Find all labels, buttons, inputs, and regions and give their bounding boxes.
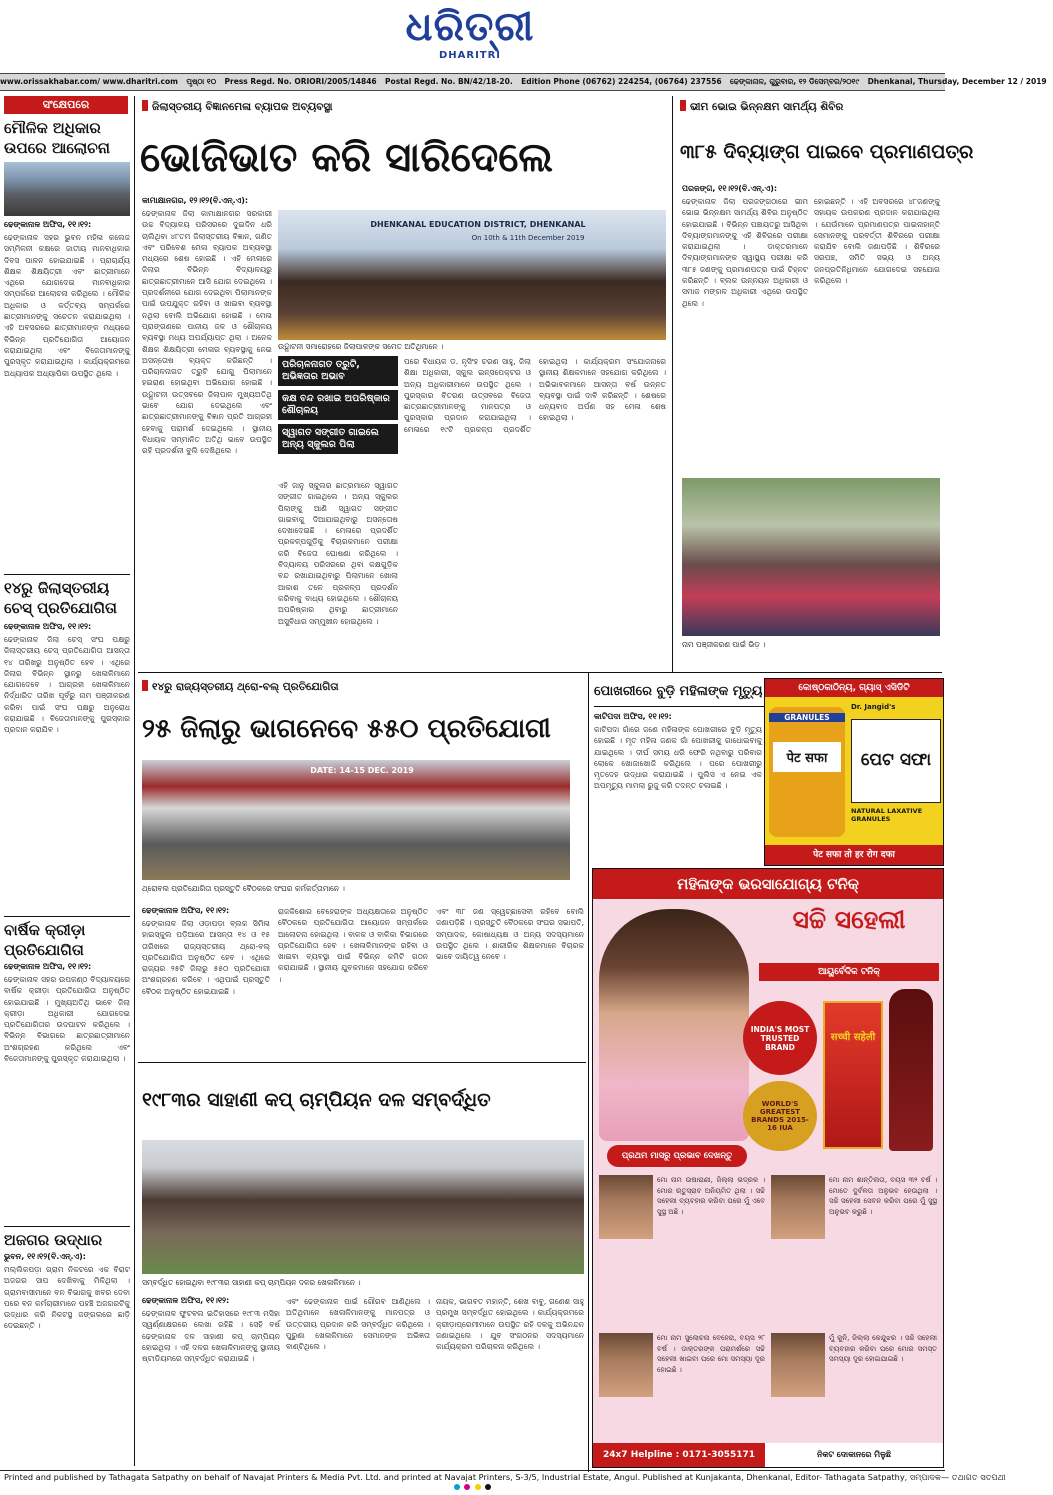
ad-brand-odia: ପେଟ ସଫା <box>851 719 941 803</box>
sidebar-story1-body: ଢେଙ୍କାନାଳ ସହର ଭୁବନ ମହିଳା କଲେଜ ସମ୍ମିଳନୀ କକ୍ଷରେ ଜାତୀୟ ମାନବାଧିକାର ଦିବସ ପାଳନ ହୋଇଯାଇଛି । ପ୍ରାଚାର୍ଯ୍ୟ ଶିକ୍ଷକ ଶିକ୍ଷୟିତ୍ରୀ ଏବଂ ଛାତ୍ରୀମାନେ ଏଥିରେ ଯୋଗଦେଇ ମାନବାଧିକାର ସମ୍ପର୍କରେ ଆଲୋଚନା କରିଥିଲେ । ମୌଳିକ ଅଧିକାର ଓ କର୍ତ୍ତବ୍ୟ ସମ୍ପର୍କରେ ଛାତ୍ରୀମାନଙ୍କୁ ସଚେତନ କରାଯାଇଥିଲା । ଏହି ଅବସରରେ ଛାତ୍ରୀମାନଙ୍କ ମଧ୍ୟରେ ବିଭିନ୍ନ ପ୍ରତିଯୋଗିତା ଆୟୋଜନ କରାଯାଇଥିଲା ଏବଂ ବିଜେତାମାନଙ୍କୁ ପୁରସ୍କୃତ କରାଯାଇଥିଲା । କାର୍ଯ୍ୟକ୍ରମରେ ଅଧ୍ୟାପକ ଅଧ୍ୟାପିକା ଉପସ୍ଥିତ ଥିଲେ । <box>4 233 130 378</box>
throwball-photo <box>142 760 570 880</box>
ad-sub: NATURAL LAXATIVE GRANULES <box>851 807 923 823</box>
bullet-3: ସ୍ୱାଗତ ସଙ୍ଗୀତ ଗାଇଲେ ଅନ୍ୟ ସ୍କୁଲର ପିଲା <box>278 424 398 454</box>
right-body-right: ହୋଇଛନ୍ତି । ଏହି ଅବସରରେ ୪୮ଜଣଙ୍କୁ ସହାୟକ ଉପକରଣ ପ୍ରଦାନ କରାଯାଇଥିଲା । ଯେଉଁମାନେ ପ୍ରମାଣପତ୍ର ପାଇନାହାନ୍ତି ସେମାନଙ୍କୁ ପରବର୍ତ୍ତୀ ଶିବିରରେ ପରୀକ୍ଷା କରାଯିବ ବୋଲି ଜଣାପଡ଼ିଛି । ଶିବିରରେ ସରପଞ୍ଚ, ସମିତି ସଭ୍ୟ ଓ ଅନ୍ୟ ଜନପ୍ରତିନିଧିମାନେ ଯୋଗଦେଇ ସହଯୋଗ କରିଥିଲେ । <box>814 197 940 286</box>
petsafa-ad[interactable] <box>764 678 944 866</box>
right-byline: ପରଜଙ୍ଗ, ୧୧।୧୨(ବି.ଏନ୍.ଏ): <box>682 184 778 193</box>
right-headline: ୩୮୫ ଦିବ୍ୟାଙ୍ଗ ପାଇବେ ପ୍ରମାଣପତ୍ର <box>680 141 974 163</box>
testimonial-1: ମୋ ନାମ ଉଷାରାଣୀ, ଜିଲ୍ଲା ଭଦ୍ରକ । ମୋର ଋତୁସ୍ରାବ ଅନିୟମିତ ଥିଲା । ସଚ୍ଚି ସହେଲୀ ବ୍ୟବହାର କରିବା ପରେ ମୁଁ ଏବେ ସୁସ୍ଥ ଅଛି । <box>657 1176 765 1216</box>
sidebar-story4-byline: ଭୁବନ, ୧୧।୧୨(ବି.ଏନ୍.ଏ): <box>4 1252 86 1261</box>
right-photo <box>682 478 940 636</box>
testimonial-photo-1 <box>599 1175 653 1239</box>
ad-top-banner: ମହିଳାଙ୍କ ଭରସାଯୋଗ୍ୟ ଟନିକ୍ <box>593 869 943 899</box>
right-body-left: ଢେଙ୍କାନାଳ ଜିଲା ପରଜଙ୍ଗଠାରେ ଭୀମ ଭୋଇ ଭିନ୍ନକ୍ଷମ ସାମର୍ଥ୍ୟ ଶିବିର ଅନୁଷ୍ଠିତ ହୋଇଯାଇଛି । ବିଭିନ୍ନ ପଞ୍ଚାୟତରୁ ଆସିଥିବା ଦିବ୍ୟାଙ୍ଗମାନଙ୍କୁ ଏହି ଶିବିରରେ ପରୀକ୍ଷା କରାଯାଇଥିଲା । ଡାକ୍ତରମାନେ ଦିବ୍ୟାଙ୍ଗମାନଙ୍କ ସ୍ୱାସ୍ଥ୍ୟ ପରୀକ୍ଷା କରି ୩୮୫ ଜଣଙ୍କୁ ପ୍ରମାଣପତ୍ର ପାଇଁ ଚିହ୍ନଟ କରିଛନ୍ତି । ବ୍ଲକ ଉନ୍ନୟନ ଅଧିକାରୀ ଓ ସମାଜ ମଙ୍ଗଳ ଅଧିକାରୀ ଏଥିରେ ଉପସ୍ଥିତ ଥିଲେ । <box>682 197 808 308</box>
ad-product-jar: GRANULES पेट सफा <box>769 707 845 837</box>
ad-dealer: ନିକଟ ଦୋକାନରେ ମିଳୁଛି <box>765 1443 943 1467</box>
death-byline: କାଟିପଦା ଅଫିସ, ୧୧।୧୨: <box>594 712 672 721</box>
magenta-dot-icon <box>464 1484 470 1490</box>
death-body: କାଟିପଦା ଗାଁରେ ଜଣେ ମହିଳାଙ୍କ ପୋଖରୀରେ ବୁଡ଼ି ମୃତ୍ୟୁ ହୋଇଛି । ମୃତ ମହିଳା ଜଣକ ଗାଁ ପୋଖରୀକୁ ଗାଧୋଇବାକୁ ଯାଇଥିଲେ । ଦୀର୍ଘ ସମୟ ଧରି ଫେରି ନଥିବାରୁ ପରିବାର ଲୋକେ ଖୋଜାଖୋଜି କରିଥିଲେ । ପରେ ପୋଖରୀରୁ ମୃତଦେହ ଉଦ୍ଧାର କରାଯାଇଛି । ପୁଲିସ ଏ ନେଇ ଏକ ଅପମୃତ୍ୟୁ ମାମଲା ରୁଜୁ କରି ତଦନ୍ତ ଚଳାଇଛି । <box>594 725 762 791</box>
website-text: www.orissakhabar.com/ www.dharitri.com <box>0 77 178 86</box>
sidebar-story3-headline: ବାର୍ଷିକ କ୍ରୀଡ଼ା ପ୍ରତିଯୋଗିତା <box>4 921 86 959</box>
cup-photo <box>142 1140 584 1274</box>
sidebar-story4-body: ମଲ୍ଲିକପଡ଼ା ଗ୍ରାମ ନିକଟରେ ଏକ ବିରାଟ ଅଜଗର ସାପ ଦେଖିବାକୁ ମିଳିଥିଲା । ଗ୍ରାମବାସୀମାନେ ବନ ବିଭାଗକୁ ଖବର ଦେବା ପରେ ବନ କର୍ମଚାରୀମାନେ ପହଞ୍ଚି ଅଜଗରଟିକୁ ଉଦ୍ଧାର କରି ନିକଟସ୍ଥ ଜଙ୍ଗଲରେ ଛାଡ଼ି ଦେଇଛନ୍ତି । <box>4 1265 130 1331</box>
horizontal-rule <box>138 1062 586 1063</box>
registration-marks <box>0 1483 945 1491</box>
right-kicker: ଭୀମ ଭୋଇ ଭିନ୍ନକ୍ଷମ ସାମର୍ଥ୍ୟ ଶିବିର <box>680 100 843 114</box>
cup-headline: ୧୯୮୩ର ସାହାଣୀ କପ୍ ଚାମ୍ପିୟନ ଦଳ ସମ୍ବର୍ଦ୍ଧିତ <box>142 1089 491 1111</box>
dateline-bar <box>0 73 1047 91</box>
cyan-dot-icon <box>454 1484 460 1490</box>
lead-photo <box>278 210 666 340</box>
date-english: Dhenkanal, Thursday, December 12 / 2019 <box>867 77 1047 86</box>
photo-banner: DHENKANAL EDUCATION DISTRICT, DHENKANAL <box>370 220 586 229</box>
trusted-badge: INDIA'S MOST TRUSTED BRAND <box>743 1001 817 1075</box>
story-divider <box>4 574 130 575</box>
press-regd: Press Regd. No. ORIORI/2005/14846 <box>224 77 377 86</box>
right-photo-caption: ନାମ ପଞ୍ଜୀକରଣ ପାଇଁ ଭିଡ଼ । <box>682 640 766 649</box>
throwball-caption: ଥ୍ରୋବଲ ପ୍ରତିଯୋଗିତା ପ୍ରସ୍ତୁତି ବୈଠକରେ ସଂଘର କର୍ମକର୍ତ୍ତାମାନେ । <box>142 884 345 893</box>
postal-regd: Postal Regd. No. BN/42/18-20. <box>385 77 513 86</box>
ad-tagline: କୋଷ୍ଠକାଠିନ୍ୟ, ଗ୍ୟାସ୍ ଏସିଡିଟି <box>765 679 943 697</box>
lead-bullets <box>278 356 398 454</box>
page-number: ପୃଷ୍ଠା ୧୦ <box>186 77 217 86</box>
throwball-body-left: ଢେଙ୍କାନାଳ ଜିଲା ଓଡ଼ାପଡ଼ା ବ୍ଲକ ସିମିଳା ହାଇସ୍କୁଲ ପଡ଼ିଆରେ ଆସନ୍ତା ୧୪ ଓ ୧୫ ତାରିଖରେ ରାଜ୍ୟସ୍ତରୀୟ ଥ୍ରୋ-ବଲ୍ ପ୍ରତିଯୋଗିତା ଅନୁଷ୍ଠିତ ହେବ । ଏଥିରେ ରାଜ୍ୟର ୨୫ଟି ଜିଲାରୁ ୫୫୦ ପ୍ରତିଯୋଗୀ ଅଂଶଗ୍ରହଣ କରିବେ । ଏଥିପାଇଁ ପ୍ରସ୍ତୁତି ବୈଠକ ଅନୁଷ୍ଠିତ ହୋଇଯାଇଛି । <box>142 919 270 996</box>
sidebar-story1-headline: ମୌଳିକ ଅଧିକାର ଉପରେ ଆଲୋଚନା <box>4 119 110 157</box>
yellow-dot-icon <box>475 1484 481 1490</box>
throwball-body-mid: ରାଜକିଶୋର ବେହେରାଙ୍କ ଅଧ୍ୟକ୍ଷତାରେ ଅନୁଷ୍ଠିତ ବୈଠକରେ ପ୍ରତିଯୋଗିତା ଆୟୋଜନ ସମ୍ପର୍କରେ ଆଲୋଚନା ହୋଇଥିଲା । ବାଳକ ଓ ବାଳିକା ବିଭାଗରେ ପ୍ରତିଯୋଗିତା ହେବ । ଖେଳାଳିମାନଙ୍କ ରହିବା ଓ ଖାଇବା ବ୍ୟବସ୍ଥା ପାଇଁ ବିଭିନ୍ନ କମିଟି ଗଠନ କରାଯାଇଛି । ସ୍ଥାନୀୟ ଯୁବକମାନେ ସହଯୋଗ କରିବେ । <box>278 907 428 984</box>
masthead <box>0 0 945 72</box>
throwball-headline: ୨୫ ଜିଲାରୁ ଭାଗନେବେ ୫୫୦ ପ୍ରତିଯୋଗୀ <box>142 714 551 744</box>
imprint-footer <box>0 1470 1006 1495</box>
testimonial-4: ମୁଁ କୁନି, ଜିଲ୍ଲା କେନ୍ଦୁଝର । ସଚ୍ଚି ସହେଲୀ ବ୍ୟବହାର କରିବା ପରେ ମୋର ସମସ୍ତ ସମସ୍ୟା ଦୂର ହୋଇଯାଇଛି । <box>829 1334 937 1363</box>
ad-ribbon: ପ୍ରଥମ ମାସରୁ ପ୍ରଭାବ ଦେଖନ୍ତୁ <box>607 1145 747 1167</box>
testimonial-photo-4 <box>771 1333 825 1397</box>
date-odia: ଢେଙ୍କାନାଳ, ଗୁରୁବାର, ୧୨ ଡିସେମ୍ବର/୨୦୧୯ <box>730 77 860 86</box>
saheli-ad[interactable] <box>592 868 944 1468</box>
edition-phone: Edition Phone (06762) 224254, (06764) 237556 <box>521 77 722 86</box>
award-badge: WORLD'S GREATEST BRANDS 2015-16 IUA <box>743 1081 817 1151</box>
testimonial-photo-3 <box>599 1333 653 1397</box>
ad-product-box: सच्ची सहेली <box>823 1001 883 1149</box>
column-divider <box>672 96 673 672</box>
bullet-1: ପରିଚାଳନାଗତ ତ୍ରୁଟି, ଅଭିଜ୍ଞତାର ଅଭାବ <box>278 356 398 386</box>
sidebar-story1-photo <box>4 162 130 216</box>
throwball-kicker: ୧୪ରୁ ରାଜ୍ୟସ୍ତରୀୟ ଥ୍ରୋ-ବଲ୍ ପ୍ରତିଯୋଗିତା <box>142 680 339 694</box>
section-label: ସଂକ୍ଷେପରେ <box>4 96 128 114</box>
ad-footer: पेट सफा तो हर रोग दफा <box>765 845 943 865</box>
sidebar-story2-body: ଢେଙ୍କାନାଳ ଜିଲା ଚେସ୍ ସଂଘ ପକ୍ଷରୁ ଜିଲାସ୍ତରୀୟ ଚେସ୍ ପ୍ରତିଯୋଗିତା ଆସନ୍ତା ୧୪ ତାରିଖରୁ ଅନୁଷ୍ଠିତ ହେବ । ଏଥିରେ ଜିଲାର ବିଭିନ୍ନ ସ୍ଥାନରୁ ଖେଳାଳିମାନେ ଯୋଗଦେବେ । ଆଗ୍ରହୀ ଖେଳାଳିମାନେ ନିର୍ଦ୍ଧାରିତ ତାରିଖ ପୂର୍ବରୁ ନାମ ପଞ୍ଜୀକରଣ କରିବା ପାଇଁ ସଂଘ ପକ୍ଷରୁ ଅନୁରୋଧ କରାଯାଇଛି । ବିଜେତାମାନଙ୍କୁ ପୁରସ୍କାର ପ୍ରଦାନ କରାଯିବ । <box>4 635 130 735</box>
column-divider <box>588 672 589 1472</box>
throwball-body-right: ଏବଂ ୩୮ ଜଣ ସ୍ୱେଚ୍ଛାସେବୀ ରହିବେ ବୋଲି ଜଣାପଡ଼ିଛି । ପ୍ରସ୍ତୁତି ବୈଠକରେ ସଂଘର ସଭାପତି, ସମ୍ପାଦକ, କୋଷାଧ୍ୟକ୍ଷ ଓ ଅନ୍ୟ ସଦସ୍ୟମାନେ ଉପସ୍ଥିତ ଥିଲେ । ଶାରୀରିକ ଶିକ୍ଷକମାନେ ବିଚାରକ ଭାବେ ଦାୟିତ୍ୱ ନେବେ । <box>436 907 584 962</box>
photo-date: On 10th & 11th December 2019 <box>471 234 585 242</box>
testimonial-2: ମୋ ନାମ ଶାନ୍ତିଲତା, ବୟସ ୩୨ ବର୍ଷ । ମୋତେ ଦୁର୍ବଳତା ଅନୁଭବ ହେଉଥିଲା । ସଚ୍ଚି ସହେଲୀ ସେବନ କରିବା ପରେ ମୁଁ ସୁସ୍ଥ ଅନୁଭବ କରୁଛି । <box>829 1176 937 1216</box>
testimonial-3: ମୋ ନାମ ସୁଲୋଚନା ବେହେରା, ବୟସ ୨୮ ବର୍ଷ । ଡାକ୍ତରଙ୍କ ପରାମର୍ଶରେ ସଚ୍ଚି ସହେଲୀ ଖାଇବା ପରେ ମୋ ସମସ୍ୟା ଦୂର ହୋଇଛି । <box>657 1334 765 1374</box>
cup-body-mid: ଏବଂ ଢେଙ୍କାନାଳ ପାଇଁ ଗୌରବ ଆଣିଥିଲେ । ଅତିଥିମାନେ ଖେଳାଳିମାନଙ୍କୁ ମାନପତ୍ର ଓ ଉତ୍ତରୀୟ ପ୍ରଦାନ କରି ସମ୍ବର୍ଦ୍ଧିତ କରିଥିଲେ । ପୁରୁଣା ଖେଳାଳିମାନେ ସେମାନଙ୍କ ଅଭିଜ୍ଞତା ବାଣ୍ଟିଥିଲେ । <box>286 1297 430 1352</box>
newspaper-logo[interactable] <box>380 4 560 60</box>
testimonial-photo-2 <box>771 1175 825 1239</box>
logo-subtext: DHARITRI <box>438 50 502 61</box>
ad-sub: ଆୟୁର୍ବେଦିକ ଟନିକ୍ <box>759 963 939 981</box>
bullet-2: କକ୍ଷ ବନ୍ଦ ରଖାଇ ଅପରିଷ୍କାର ଶୌଚାଳୟ <box>278 390 398 420</box>
logo-text: ଧରିତ୍ରୀ <box>405 3 535 50</box>
ad-helpline[interactable]: 24x7 Helpline : 0171-3055171 <box>593 1443 765 1467</box>
lead-body-left: ଢେଙ୍କାନାଳ ଜିଲା କାମାକ୍ଷାନଗର ସରକାରୀ ଉଚ୍ଚ ବିଦ୍ୟାଳୟ ପରିସରରେ ଦୁଇଦିନ ଧରି ଚାଲିଥିବା ୪୮ତମ ଜିଲାସ୍ତରୀୟ ବିଜ୍ଞାନ, ଗଣିତ ଏବଂ ପରିବେଶ ମେଳା ବ୍ୟାପକ ଅବ୍ୟବସ୍ଥା ମଧ୍ୟରେ ଶେଷ ହୋଇଛି । ଏହି ମେଳାରେ ଜିଲାର ବିଭିନ୍ନ ବିଦ୍ୟାଳୟରୁ ଛାତ୍ରଛାତ୍ରୀମାନେ ଆସି ଯୋଗ ଦେଇଥିଲେ । ପ୍ରଦର୍ଶନୀରେ ଯୋଗ ଦେଇଥିବା ପିଲାମାନଙ୍କ ପାଇଁ ଉପଯୁକ୍ତ ରହିବା ଓ ଖାଇବା ବ୍ୟବସ୍ଥା ନଥିଲା ବୋଲି ଅଭିଯୋଗ ହୋଇଛି । ମେଳା ପ୍ରାଙ୍ଗଣରେ ପାନୀୟ ଜଳ ଓ ଶୌଚାଳୟ ବ୍ୟବସ୍ଥା ମଧ୍ୟ ଅପର୍ଯ୍ୟାପ୍ତ ଥିଲା । ଅନେକ ଶିକ୍ଷକ ଶିକ୍ଷୟିତ୍ରୀ ମେଳାର ବ୍ୟବସ୍ଥାକୁ ନେଇ ଅସନ୍ତୋଷ ବ୍ୟକ୍ତ କରିଛନ୍ତି । ପରିଚାଳନାଗତ ତ୍ରୁଟି ଯୋଗୁ ପିଲାମାନେ ହଇରାଣ ହୋଇଥିବା ଅଭିଯୋଗ ହୋଇଛି । ଉଦ୍ଘାଟନୀ ଉତ୍ସବରେ ଜିଲାପାଳ ମୁଖ୍ୟଅତିଥି ଭାବେ ଯୋଗ ଦେଇଥିଲେ ଏବଂ ଛାତ୍ରଛାତ୍ରୀମାନଙ୍କୁ ବିଜ୍ଞାନ ପ୍ରତି ଆଗ୍ରହୀ ହେବାକୁ ପରାମର୍ଶ ଦେଇଥିଲେ । ସ୍ଥାନୀୟ ବିଧାୟକ ସମ୍ମାନିତ ଅତିଥି ଭାବେ ଉପସ୍ଥିତ ରହି ପ୍ରଦର୍ଶନୀ ବୁଲି ଦେଖିଥିଲେ । <box>142 209 272 456</box>
cup-caption: ସମ୍ବର୍ଦ୍ଧିତ ହୋଇଥିବା ୧୯୮୩ର ସାହାଣୀ କପ୍ ଚାମ୍ପିୟନ ଦଳର ଖେଳାଳିମାନେ । <box>142 1278 361 1287</box>
ad-brand-hindi: पेट सफा <box>773 742 841 772</box>
ad-brand: ସଚ୍ଚି ସହେଲୀ <box>792 905 906 934</box>
lead-kicker: ଜିଲାସ୍ତରୀୟ ବିଜ୍ଞାନମେଳା ବ୍ୟାପକ ଅବ୍ୟବସ୍ଥା <box>142 100 333 114</box>
lead-body-mid: ଏହି ଜାନୁ ସ୍କୁଲର ଛାତ୍ରମାନେ ସ୍ୱାଗତ ସଙ୍ଗୀତ ଗାଇଥିଲେ । ଅନ୍ୟ ସ୍କୁଲର ପିଲାଙ୍କୁ ଆଣି ସ୍ୱାଗତ ସଙ୍ଗୀତ ଗାଇବାକୁ ଦିଆଯାଇଥିବାରୁ ଅସନ୍ତୋଷ ଦେଖାଦେଇଛି । ମେଳାରେ ପ୍ରଦର୍ଶିତ ପ୍ରକଳ୍ପଗୁଡ଼ିକୁ ବିଚାରକମାନେ ପରୀକ୍ଷା କରି ବିଜେତା ଘୋଷଣା କରିଥିଲେ । ବିଦ୍ୟାଳୟ ପରିସରରେ ଥିବା କକ୍ଷଗୁଡ଼ିକ ବନ୍ଦ ରଖାଯାଇଥିବାରୁ ପିଲାମାନେ ଖୋଲା ଆକାଶ ତଳେ ପ୍ରକଳ୍ପ ପ୍ରଦର୍ଶନ କରିବାକୁ ବାଧ୍ୟ ହୋଇଥିଲେ । ଶୌଚାଳୟ ଅପରିଷ୍କାର ଥିବାରୁ ଛାତ୍ରୀମାନେ ଅସୁବିଧାର ସମ୍ମୁଖୀନ ହୋଇଥିଲେ । <box>278 481 398 626</box>
cup-byline: ଢେଙ୍କାନାଳ ଅଫିସ, ୧୧।୧୨: <box>142 1296 230 1305</box>
cup-body-left: ଢେଙ୍କାନାଳ ଫୁଟବଲ ଇତିହାସରେ ୧୯୮୩ ମସିହା ସ୍ୱର୍ଣ୍ଣାକ୍ଷରରେ ଲେଖା ରହିଛି । ସେହି ବର୍ଷ ଢେଙ୍କାନାଳ ଦଳ ସାହାଣୀ କପ୍ ଚାମ୍ପିୟନ ହୋଇଥିଲା । ଏହି ଦଳର ଖେଳାଳିମାନଙ୍କୁ ସ୍ଥାନୀୟ ଷ୍ଟାଡିୟମରେ ସମ୍ବର୍ଦ୍ଧିତ କରାଯାଇଛି । <box>142 1309 280 1364</box>
imprint-line: Printed and published by Tathagata Satpathy on behalf of Navajat Printers & Media Pvt. Ltd. and printed at Navajat Printers, S-3/5, Industrial Estate, Angul. Published at Kunjakanta, Dhenkanal, Editor- Tathagata Satpathy, ସମ୍ପାଦକ— ତଥାଗତ ସତପଥୀ <box>4 1472 1006 1482</box>
lead-photo-caption: ଉଦ୍ଘାଟନୀ ସମାରୋହରେ ଜିଲାପାଳଙ୍କ ସମେତ ଅତିଥିମାନେ । <box>278 342 444 351</box>
story-divider <box>4 916 130 917</box>
sidebar-story3-body: ଢେଙ୍କାନାଳ ସହର ଉପକଣ୍ଠ ବିଦ୍ୟାଳୟରେ ବାର୍ଷିକ କ୍ରୀଡ଼ା ପ୍ରତିଯୋଗିତା ଅନୁଷ୍ଠିତ ହୋଇଯାଇଛି । ମୁଖ୍ୟଅତିଥି ଭାବେ ଜିଲା କ୍ରୀଡ଼ା ଅଧିକାରୀ ଯୋଗଦେଇ ପ୍ରତିଯୋଗିତାର ଉଦଘାଟନ କରିଥିଲେ । ବିଭିନ୍ନ ବିଭାଗରେ ଛାତ୍ରଛାତ୍ରୀମାନେ ଅଂଶଗ୍ରହଣ କରିଥିଲେ ଏବଂ ବିଜେତାମାନଙ୍କୁ ପୁରସ୍କୃତ କରାଯାଇଥିଲା । <box>4 975 130 1064</box>
story-divider <box>4 1226 130 1227</box>
ad-product-bottle <box>889 989 933 1151</box>
horizontal-rule <box>138 672 942 673</box>
lead-body-right: ପରେ ବିଧାୟକ ଡ. ନୃସିଂହ ଚରଣ ସାହୁ, ଜିଲା ଶିକ୍ଷା ଅଧିକାରୀ, ସ୍କୁଲ ଇନ୍ସପେକ୍ଟର ଓ ଅନ୍ୟ ଅଧିକାରୀମାନେ ଉପସ୍ଥିତ ଥିଲେ । ପୁରସ୍କାର ବିତରଣ ଉତ୍ସବରେ ବିଜେତା ଛାତ୍ରଛାତ୍ରୀମାନଙ୍କୁ ମାନପତ୍ର ଓ ପୁରସ୍କାର ପ୍ରଦାନ କରାଯାଇଥିଲା । ମେଳାରେ ୧୯ଟି ପ୍ରକଳ୍ପ ପ୍ରଦର୍ଶିତ ହୋଇଥିଲା । କାର୍ଯ୍ୟକ୍ରମ ସଂଯୋଜନାରେ ସ୍ଥାନୀୟ ଶିକ୍ଷକମାନେ ସହଯୋଗ କରିଥିଲେ । ଅଭିଭାବକମାନେ ଆସନ୍ତା ବର୍ଷ ଉନ୍ନତ ବ୍ୟବସ୍ଥା ପାଇଁ ଦାବି କରିଛନ୍ତି । ଶେଷରେ ଧନ୍ୟବାଦ ଅର୍ପଣ ସହ ମେଳା ଶେଷ ହୋଇଥିଲା । <box>404 357 666 434</box>
photo-banner: DATE: 14-15 DEC. 2019 <box>310 766 414 775</box>
black-dot-icon <box>485 1484 491 1490</box>
sidebar-story3-byline: ଢେଙ୍କାନାଳ ଅଫିସ, ୧୧।୧୨: <box>4 962 92 971</box>
sidebar-story2-headline: ୧୪ରୁ ଜିଲାସ୍ତରୀୟ ଚେସ୍ ପ୍ରତିଯୋଗିତା <box>4 579 117 617</box>
throwball-byline: ଢେଙ୍କାନାଳ ଅଫିସ, ୧୧।୧୨: <box>142 906 230 915</box>
lead-byline: କାମାକ୍ଷାନଗର, ୧୨।୧୨(ବି.ଏନ୍.ଏ): <box>142 196 249 205</box>
sidebar-story4-headline: ଅଜଗର ଉଦ୍ଧାର <box>4 1231 103 1249</box>
cup-body-right: ନାୟକ, ଭାଗବତ ମହାନ୍ତି, ଶେଖ ବାବୁ, ଗଣେଶ ସାହୁ ପ୍ରମୁଖ ସମ୍ବର୍ଦ୍ଧିତ ହୋଇଥିଲେ । କାର୍ଯ୍ୟକ୍ରମରେ କ୍ରୀଡ଼ାପ୍ରେମୀମାନେ ଉପସ୍ଥିତ ରହି ଦଳକୁ ଅଭିନନ୍ଦନ ଜଣାଇଥିଲେ । ଯୁବ ସଂଗଠନର ସଦସ୍ୟମାନେ କାର୍ଯ୍ୟକ୍ରମ ପରିଚାଳନା କରିଥିଲେ । <box>436 1297 584 1352</box>
lead-headline: ଭୋଜିଭାତ କରି ସାରିଦେଲେ <box>140 135 554 181</box>
ad-model-photo <box>599 909 749 1141</box>
column-divider <box>134 96 135 1466</box>
ad-brand-en: Dr. Jangid's <box>851 703 896 711</box>
sidebar-story2-byline: ଢେଙ୍କାନାଳ ଅଫିସ, ୧୧।୧୨: <box>4 622 92 631</box>
sidebar-story1-byline: ଢେଙ୍କାନାଳ ଅଫିସ, ୧୧।୧୨: <box>4 220 92 229</box>
death-headline: ପୋଖରୀରେ ବୁଡ଼ି ମହିଳାଙ୍କ ମୃତ୍ୟୁ <box>594 678 766 707</box>
